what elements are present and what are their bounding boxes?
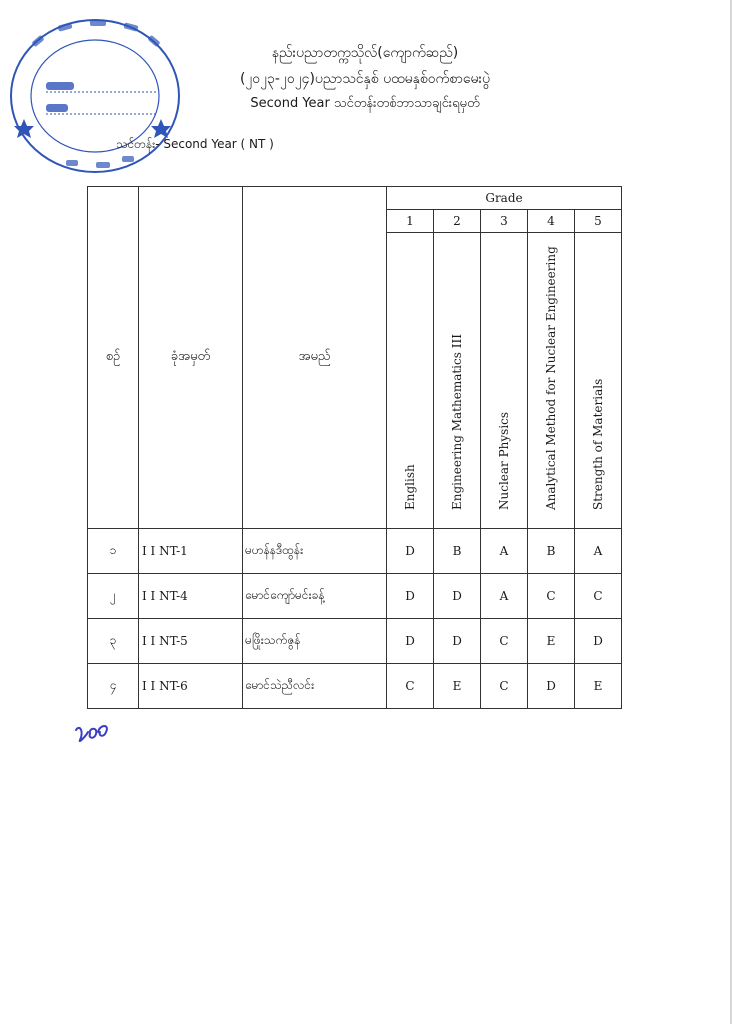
student-name: မဖြိုးသက်ဇွန်: [243, 619, 387, 664]
grade-cell: D: [387, 529, 434, 574]
grade-cell: D: [528, 664, 575, 709]
grade-cell: D: [575, 619, 622, 664]
official-seal-stamp: [6, 14, 184, 180]
subject-name: Analytical Method for Nuclear Engineering: [544, 246, 558, 510]
subject-number: 5: [575, 210, 622, 233]
class-line: [116, 136, 274, 154]
roll-number: I I NT-6: [139, 664, 243, 709]
grade-cell: A: [481, 574, 528, 619]
grade-cell: D: [434, 574, 481, 619]
roll-number: I I NT-5: [139, 619, 243, 664]
grade-cell: C: [387, 664, 434, 709]
row-index: ၂: [88, 574, 139, 619]
grade-cell: C: [481, 619, 528, 664]
subject-name: English: [403, 464, 417, 510]
subject-header: [387, 233, 434, 529]
class-label: သင်တန်း: [116, 137, 156, 151]
header-roll-number: ခုံအမှတ်: [139, 187, 243, 529]
grade-cell: A: [575, 529, 622, 574]
class-value: Second Year ( NT ): [163, 137, 274, 151]
result-title: Second Year သင်တန်းတစ်ဘာသာချင်းရမှတ်: [250, 96, 480, 111]
row-index: ၁: [88, 529, 139, 574]
subject-number: 4: [528, 210, 575, 233]
subject-number: 1: [387, 210, 434, 233]
subject-name: Strength of Materials: [591, 378, 605, 510]
subject-number: 2: [434, 210, 481, 233]
table-row: [88, 574, 622, 619]
grade-cell: D: [434, 619, 481, 664]
academic-year-title: (၂၀၂၃-၂၀၂၄)ပညာသင်နှစ် ပထမနှစ်ဝက်စာမေးပွဲ: [239, 71, 491, 87]
subject-header: [481, 233, 528, 529]
table-row: [88, 664, 622, 709]
row-index: ၃: [88, 619, 139, 664]
row-index: ၄: [88, 664, 139, 709]
grade-cell: C: [528, 574, 575, 619]
table-row: [88, 529, 622, 574]
grade-cell: E: [575, 664, 622, 709]
header-index: စဉ်: [88, 187, 139, 529]
grade-cell: A: [481, 529, 528, 574]
grade-cell: B: [434, 529, 481, 574]
grade-cell: C: [481, 664, 528, 709]
grade-cell: C: [575, 574, 622, 619]
subject-header: [434, 233, 481, 529]
handwritten-signature: [72, 718, 112, 748]
institution-name: နည်းပညာတက္ကသိုလ်(ကျောက်ဆည်): [271, 45, 459, 61]
student-name: မောင်သဲညီလင်း: [243, 664, 387, 709]
header-name: အမည်: [243, 187, 387, 529]
table-row: [88, 619, 622, 664]
subject-number: 3: [481, 210, 528, 233]
roll-number: I I NT-1: [139, 529, 243, 574]
subject-name: Nuclear Physics: [497, 411, 511, 510]
grade-cell: B: [528, 529, 575, 574]
grades-table: [87, 186, 622, 709]
grade-cell: D: [387, 619, 434, 664]
class-separator: -: [155, 137, 164, 151]
subject-header: [528, 233, 575, 529]
header-grade: Grade: [387, 187, 622, 210]
grade-cell: E: [434, 664, 481, 709]
roll-number: I I NT-4: [139, 574, 243, 619]
student-name: မောင်ကျော်မင်းခန့်: [243, 574, 387, 619]
student-name: မဟန်နဒီထွန်း: [243, 529, 387, 574]
document-header: [190, 42, 540, 114]
subject-header: [575, 233, 622, 529]
grade-cell: D: [387, 574, 434, 619]
grade-cell: E: [528, 619, 575, 664]
subject-name: Engineering Mathematics III: [450, 334, 464, 510]
